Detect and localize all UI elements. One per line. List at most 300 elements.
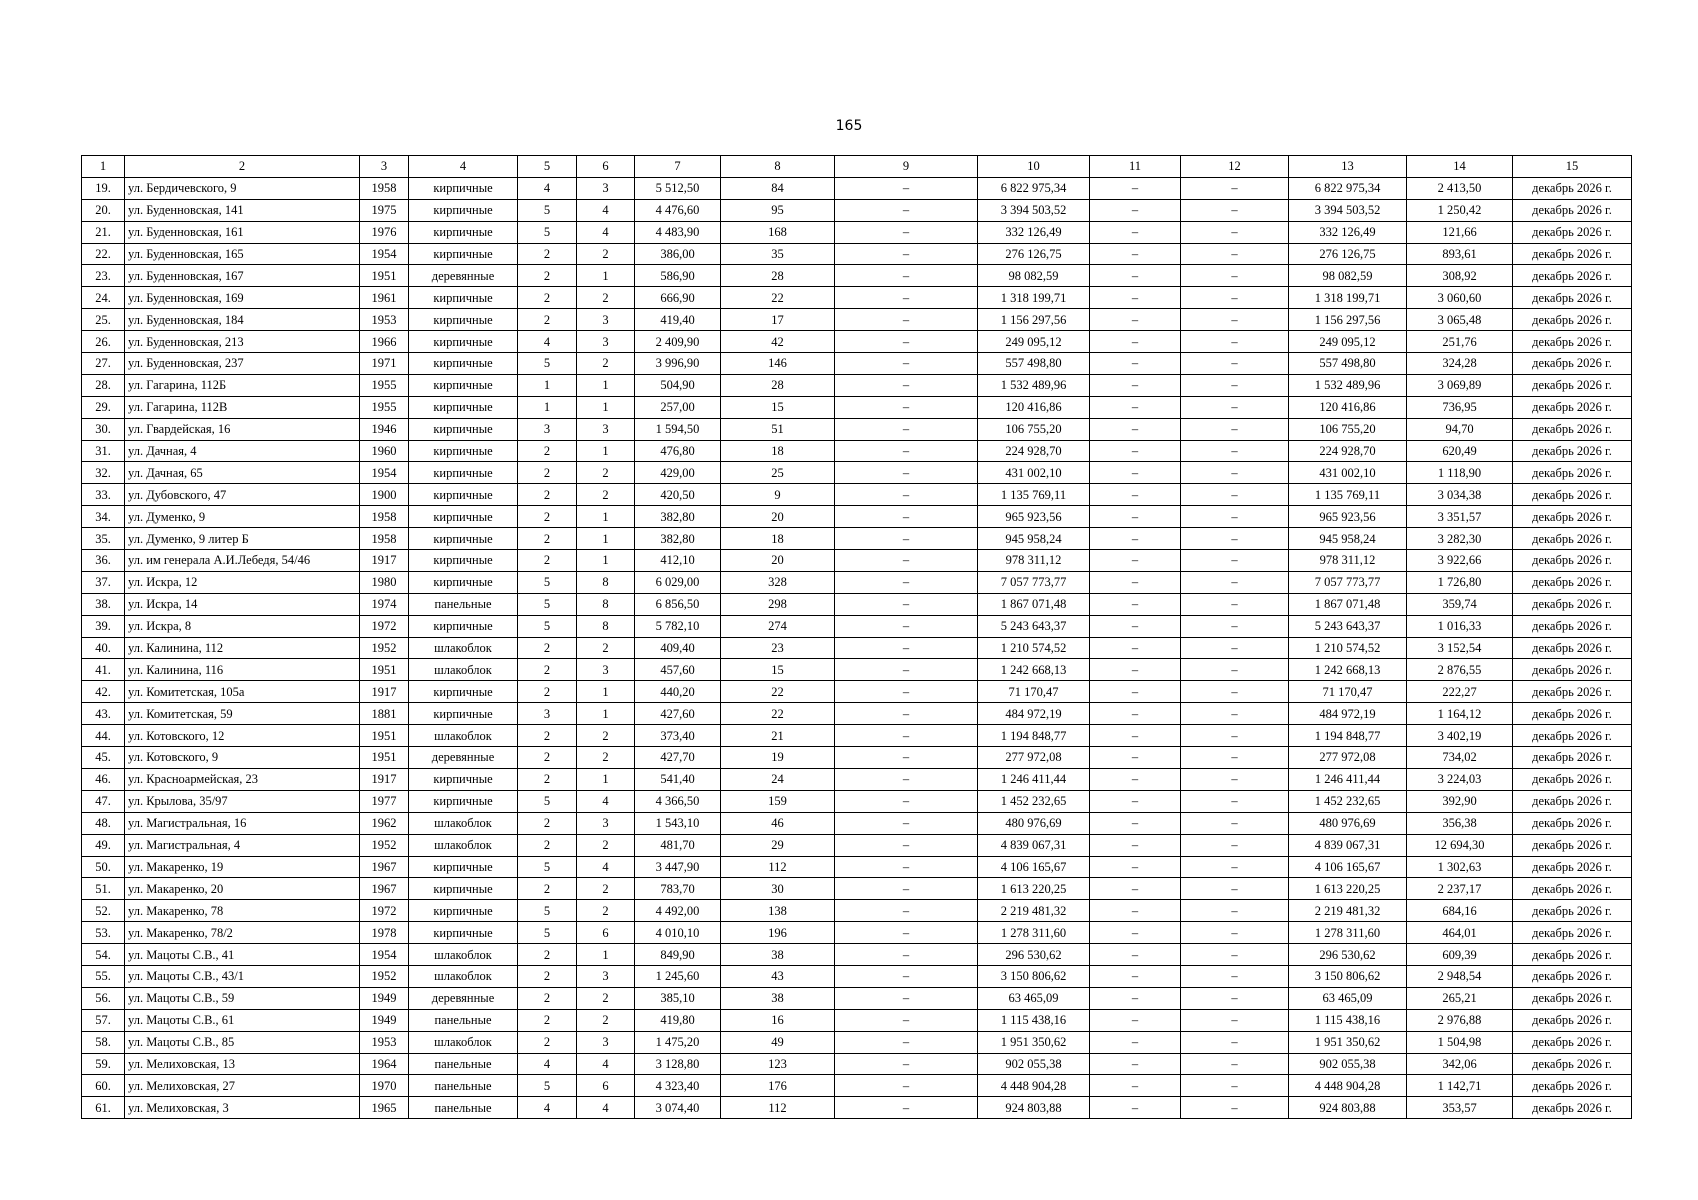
col-11-value-cell: – [1090, 987, 1181, 1009]
row-number-cell: 50. [82, 856, 125, 878]
completion-date-cell: декабрь 2026 г. [1513, 812, 1632, 834]
row-number-cell: 55. [82, 965, 125, 987]
col-12-value-cell: – [1181, 725, 1289, 747]
column-header-14: 14 [1407, 156, 1513, 178]
cost-total-cell: 1 951 350,62 [978, 1031, 1090, 1053]
total-area-cell: 419,40 [635, 309, 721, 331]
address-cell: ул. Макаренко, 19 [125, 856, 360, 878]
entrances-cell: 3 [577, 331, 635, 353]
completion-date-cell: декабрь 2026 г. [1513, 790, 1632, 812]
completion-date-cell: декабрь 2026 г. [1513, 725, 1632, 747]
col-12-value-cell: – [1181, 703, 1289, 725]
cost-total-cell: 1 278 311,60 [978, 922, 1090, 944]
cost-total-cell: 98 082,59 [978, 265, 1090, 287]
row-number-cell: 43. [82, 703, 125, 725]
col-11-value-cell: – [1090, 659, 1181, 681]
year-built-cell: 1977 [360, 790, 409, 812]
total-area-cell: 427,70 [635, 747, 721, 769]
cost-per-sqm-cell: 684,16 [1407, 900, 1513, 922]
table-row [82, 1031, 1632, 1053]
cost-per-sqm-cell: 1 302,63 [1407, 856, 1513, 878]
col-9-value-cell: – [835, 506, 978, 528]
year-built-cell: 1958 [360, 528, 409, 550]
row-number-cell: 46. [82, 768, 125, 790]
address-cell: ул. Мелиховская, 13 [125, 1053, 360, 1075]
residents-cell: 30 [721, 878, 835, 900]
cost-per-sqm-cell: 893,61 [1407, 243, 1513, 265]
address-cell: ул. Буденновская, 169 [125, 287, 360, 309]
cost-per-sqm-cell: 3 224,03 [1407, 768, 1513, 790]
col-11-value-cell: – [1090, 725, 1181, 747]
year-built-cell: 1976 [360, 221, 409, 243]
row-number-cell: 21. [82, 221, 125, 243]
address-cell: ул. Гагарина, 112Б [125, 374, 360, 396]
entrances-cell: 2 [577, 484, 635, 506]
cost-per-sqm-cell: 121,66 [1407, 221, 1513, 243]
cost-per-sqm-cell: 620,49 [1407, 440, 1513, 462]
total-area-cell: 666,90 [635, 287, 721, 309]
address-cell: ул. Мацоты С.В., 43/1 [125, 965, 360, 987]
col-12-value-cell: – [1181, 265, 1289, 287]
wall-material-cell: кирпичные [409, 418, 518, 440]
year-built-cell: 1974 [360, 593, 409, 615]
col-11-value-cell: – [1090, 878, 1181, 900]
year-built-cell: 1964 [360, 1053, 409, 1075]
total-area-cell: 2 409,90 [635, 331, 721, 353]
cost-owners-cell: 1 613 220,25 [1289, 878, 1407, 900]
wall-material-cell: кирпичные [409, 550, 518, 572]
cost-per-sqm-cell: 265,21 [1407, 987, 1513, 1009]
cost-per-sqm-cell: 3 034,38 [1407, 484, 1513, 506]
table-row [82, 418, 1632, 440]
floors-cell: 5 [518, 615, 577, 637]
address-cell: ул. Дачная, 4 [125, 440, 360, 462]
year-built-cell: 1952 [360, 834, 409, 856]
col-12-value-cell: – [1181, 506, 1289, 528]
col-9-value-cell: – [835, 1097, 978, 1119]
floors-cell: 2 [518, 287, 577, 309]
table-row [82, 593, 1632, 615]
floors-cell: 2 [518, 812, 577, 834]
total-area-cell: 4 483,90 [635, 221, 721, 243]
cost-owners-cell: 1 242 668,13 [1289, 659, 1407, 681]
entrances-cell: 2 [577, 1009, 635, 1031]
cost-total-cell: 902 055,38 [978, 1053, 1090, 1075]
year-built-cell: 1955 [360, 396, 409, 418]
residents-cell: 46 [721, 812, 835, 834]
row-number-cell: 22. [82, 243, 125, 265]
col-12-value-cell: – [1181, 1075, 1289, 1097]
address-cell: ул. Буденновская, 165 [125, 243, 360, 265]
address-cell: ул. Макаренко, 78 [125, 900, 360, 922]
completion-date-cell: декабрь 2026 г. [1513, 528, 1632, 550]
total-area-cell: 1 543,10 [635, 812, 721, 834]
wall-material-cell: кирпичные [409, 900, 518, 922]
total-area-cell: 409,40 [635, 637, 721, 659]
residents-cell: 38 [721, 987, 835, 1009]
entrances-cell: 3 [577, 659, 635, 681]
cost-total-cell: 106 755,20 [978, 418, 1090, 440]
cost-per-sqm-cell: 3 922,66 [1407, 550, 1513, 572]
cost-total-cell: 965 923,56 [978, 506, 1090, 528]
col-12-value-cell: – [1181, 593, 1289, 615]
col-11-value-cell: – [1090, 462, 1181, 484]
cost-per-sqm-cell: 3 402,19 [1407, 725, 1513, 747]
column-header-1: 1 [82, 156, 125, 178]
cost-total-cell: 3 150 806,62 [978, 965, 1090, 987]
wall-material-cell: кирпичные [409, 856, 518, 878]
address-cell: ул. Мелиховская, 27 [125, 1075, 360, 1097]
wall-material-cell: шлакоблок [409, 812, 518, 834]
cost-total-cell: 1 115 438,16 [978, 1009, 1090, 1031]
year-built-cell: 1917 [360, 550, 409, 572]
cost-owners-cell: 98 082,59 [1289, 265, 1407, 287]
cost-total-cell: 296 530,62 [978, 944, 1090, 966]
table-row [82, 1053, 1632, 1075]
col-9-value-cell: – [835, 309, 978, 331]
cost-owners-cell: 4 448 904,28 [1289, 1075, 1407, 1097]
completion-date-cell: декабрь 2026 г. [1513, 353, 1632, 375]
row-number-cell: 40. [82, 637, 125, 659]
total-area-cell: 3 996,90 [635, 353, 721, 375]
col-12-value-cell: – [1181, 659, 1289, 681]
total-area-cell: 382,80 [635, 506, 721, 528]
total-area-cell: 257,00 [635, 396, 721, 418]
col-12-value-cell: – [1181, 309, 1289, 331]
table-row [82, 353, 1632, 375]
completion-date-cell: декабрь 2026 г. [1513, 615, 1632, 637]
total-area-cell: 849,90 [635, 944, 721, 966]
year-built-cell: 1972 [360, 615, 409, 637]
residents-cell: 22 [721, 681, 835, 703]
col-11-value-cell: – [1090, 506, 1181, 528]
year-built-cell: 1971 [360, 353, 409, 375]
address-cell: ул. Буденновская, 237 [125, 353, 360, 375]
year-built-cell: 1953 [360, 1031, 409, 1053]
col-12-value-cell: – [1181, 637, 1289, 659]
cost-owners-cell: 1 210 574,52 [1289, 637, 1407, 659]
entrances-cell: 1 [577, 768, 635, 790]
completion-date-cell: декабрь 2026 г. [1513, 1009, 1632, 1031]
completion-date-cell: декабрь 2026 г. [1513, 659, 1632, 681]
col-12-value-cell: – [1181, 199, 1289, 221]
wall-material-cell: кирпичные [409, 790, 518, 812]
cost-total-cell: 249 095,12 [978, 331, 1090, 353]
row-number-cell: 59. [82, 1053, 125, 1075]
col-12-value-cell: – [1181, 331, 1289, 353]
address-cell: ул. Гвардейская, 16 [125, 418, 360, 440]
row-number-cell: 54. [82, 944, 125, 966]
cost-per-sqm-cell: 222,27 [1407, 681, 1513, 703]
residents-cell: 16 [721, 1009, 835, 1031]
total-area-cell: 373,40 [635, 725, 721, 747]
col-9-value-cell: – [835, 812, 978, 834]
floors-cell: 5 [518, 900, 577, 922]
address-cell: ул. Магистральная, 16 [125, 812, 360, 834]
cost-per-sqm-cell: 734,02 [1407, 747, 1513, 769]
col-9-value-cell: – [835, 944, 978, 966]
cost-per-sqm-cell: 3 069,89 [1407, 374, 1513, 396]
table-row [82, 834, 1632, 856]
entrances-cell: 3 [577, 177, 635, 199]
cost-per-sqm-cell: 324,28 [1407, 353, 1513, 375]
floors-cell: 5 [518, 199, 577, 221]
table-row [82, 703, 1632, 725]
address-cell: ул. Мацоты С.В., 41 [125, 944, 360, 966]
entrances-cell: 1 [577, 374, 635, 396]
col-11-value-cell: – [1090, 1097, 1181, 1119]
address-cell: ул. Дубовского, 47 [125, 484, 360, 506]
completion-date-cell: декабрь 2026 г. [1513, 440, 1632, 462]
col-9-value-cell: – [835, 462, 978, 484]
total-area-cell: 4 010,10 [635, 922, 721, 944]
col-12-value-cell: – [1181, 418, 1289, 440]
table-row [82, 878, 1632, 900]
cost-total-cell: 3 394 503,52 [978, 199, 1090, 221]
col-9-value-cell: – [835, 747, 978, 769]
address-cell: ул. Буденновская, 161 [125, 221, 360, 243]
total-area-cell: 4 476,60 [635, 199, 721, 221]
table-row [82, 987, 1632, 1009]
table-row [82, 506, 1632, 528]
address-cell: ул. Калинина, 116 [125, 659, 360, 681]
table-row [82, 768, 1632, 790]
cost-owners-cell: 557 498,80 [1289, 353, 1407, 375]
col-12-value-cell: – [1181, 1097, 1289, 1119]
total-area-cell: 385,10 [635, 987, 721, 1009]
col-12-value-cell: – [1181, 1009, 1289, 1031]
table-row [82, 571, 1632, 593]
cost-owners-cell: 120 416,86 [1289, 396, 1407, 418]
table-row [82, 221, 1632, 243]
year-built-cell: 1966 [360, 331, 409, 353]
total-area-cell: 5 512,50 [635, 177, 721, 199]
cost-per-sqm-cell: 359,74 [1407, 593, 1513, 615]
address-cell: ул. Комитетская, 59 [125, 703, 360, 725]
table-row [82, 659, 1632, 681]
col-11-value-cell: – [1090, 571, 1181, 593]
floors-cell: 2 [518, 878, 577, 900]
residents-cell: 43 [721, 965, 835, 987]
table-row [82, 944, 1632, 966]
table-row [82, 965, 1632, 987]
col-11-value-cell: – [1090, 1031, 1181, 1053]
row-number-cell: 26. [82, 331, 125, 353]
row-number-cell: 19. [82, 177, 125, 199]
total-area-cell: 429,00 [635, 462, 721, 484]
completion-date-cell: декабрь 2026 г. [1513, 177, 1632, 199]
year-built-cell: 1949 [360, 987, 409, 1009]
col-11-value-cell: – [1090, 265, 1181, 287]
col-12-value-cell: – [1181, 440, 1289, 462]
col-11-value-cell: – [1090, 681, 1181, 703]
col-12-value-cell: – [1181, 353, 1289, 375]
col-9-value-cell: – [835, 1075, 978, 1097]
entrances-cell: 3 [577, 418, 635, 440]
entrances-cell: 8 [577, 615, 635, 637]
page-number: 165 [835, 118, 863, 134]
year-built-cell: 1958 [360, 506, 409, 528]
cost-per-sqm-cell: 2 948,54 [1407, 965, 1513, 987]
residents-cell: 22 [721, 703, 835, 725]
table-row [82, 900, 1632, 922]
col-12-value-cell: – [1181, 834, 1289, 856]
row-number-cell: 42. [82, 681, 125, 703]
completion-date-cell: декабрь 2026 г. [1513, 878, 1632, 900]
cost-per-sqm-cell: 251,76 [1407, 331, 1513, 353]
cost-owners-cell: 2 219 481,32 [1289, 900, 1407, 922]
total-area-cell: 427,60 [635, 703, 721, 725]
row-number-cell: 49. [82, 834, 125, 856]
entrances-cell: 2 [577, 462, 635, 484]
residents-cell: 49 [721, 1031, 835, 1053]
cost-per-sqm-cell: 308,92 [1407, 265, 1513, 287]
table-row [82, 396, 1632, 418]
floors-cell: 3 [518, 703, 577, 725]
year-built-cell: 1965 [360, 1097, 409, 1119]
cost-owners-cell: 4 106 165,67 [1289, 856, 1407, 878]
table-row [82, 1075, 1632, 1097]
col-9-value-cell: – [835, 374, 978, 396]
entrances-cell: 3 [577, 812, 635, 834]
entrances-cell: 2 [577, 725, 635, 747]
residents-cell: 35 [721, 243, 835, 265]
total-area-cell: 3 447,90 [635, 856, 721, 878]
table-row [82, 309, 1632, 331]
year-built-cell: 1955 [360, 374, 409, 396]
total-area-cell: 457,60 [635, 659, 721, 681]
wall-material-cell: кирпичные [409, 331, 518, 353]
residents-cell: 15 [721, 396, 835, 418]
cost-owners-cell: 431 002,10 [1289, 462, 1407, 484]
entrances-cell: 2 [577, 987, 635, 1009]
cost-per-sqm-cell: 3 060,60 [1407, 287, 1513, 309]
col-12-value-cell: – [1181, 768, 1289, 790]
row-number-cell: 47. [82, 790, 125, 812]
row-number-cell: 32. [82, 462, 125, 484]
address-cell: ул. Калинина, 112 [125, 637, 360, 659]
completion-date-cell: декабрь 2026 г. [1513, 637, 1632, 659]
cost-owners-cell: 1 194 848,77 [1289, 725, 1407, 747]
year-built-cell: 1951 [360, 659, 409, 681]
wall-material-cell: кирпичные [409, 878, 518, 900]
cost-total-cell: 332 126,49 [978, 221, 1090, 243]
row-number-cell: 36. [82, 550, 125, 572]
cost-total-cell: 1 613 220,25 [978, 878, 1090, 900]
total-area-cell: 481,70 [635, 834, 721, 856]
wall-material-cell: шлакоблок [409, 834, 518, 856]
column-header-9: 9 [835, 156, 978, 178]
address-cell: ул. Макаренко, 78/2 [125, 922, 360, 944]
col-12-value-cell: – [1181, 944, 1289, 966]
row-number-cell: 57. [82, 1009, 125, 1031]
cost-total-cell: 5 243 643,37 [978, 615, 1090, 637]
wall-material-cell: шлакоблок [409, 725, 518, 747]
col-11-value-cell: – [1090, 1053, 1181, 1075]
wall-material-cell: панельные [409, 1009, 518, 1031]
year-built-cell: 1980 [360, 571, 409, 593]
col-12-value-cell: – [1181, 615, 1289, 637]
row-number-cell: 27. [82, 353, 125, 375]
entrances-cell: 4 [577, 1097, 635, 1119]
completion-date-cell: декабрь 2026 г. [1513, 944, 1632, 966]
cost-owners-cell: 924 803,88 [1289, 1097, 1407, 1119]
entrances-cell: 1 [577, 506, 635, 528]
address-cell: ул. Буденновская, 184 [125, 309, 360, 331]
completion-date-cell: декабрь 2026 г. [1513, 1097, 1632, 1119]
cost-total-cell: 4 839 067,31 [978, 834, 1090, 856]
residents-cell: 159 [721, 790, 835, 812]
cost-owners-cell: 1 246 411,44 [1289, 768, 1407, 790]
residents-cell: 15 [721, 659, 835, 681]
col-11-value-cell: – [1090, 243, 1181, 265]
cost-owners-cell: 224 928,70 [1289, 440, 1407, 462]
wall-material-cell: кирпичные [409, 528, 518, 550]
col-12-value-cell: – [1181, 790, 1289, 812]
address-cell: ул. Красноармейская, 23 [125, 768, 360, 790]
floors-cell: 1 [518, 396, 577, 418]
completion-date-cell: декабрь 2026 г. [1513, 396, 1632, 418]
cost-total-cell: 1 135 769,11 [978, 484, 1090, 506]
table-row [82, 790, 1632, 812]
address-cell: ул. Мацоты С.В., 59 [125, 987, 360, 1009]
cost-total-cell: 1 532 489,96 [978, 374, 1090, 396]
year-built-cell: 1961 [360, 287, 409, 309]
cost-per-sqm-cell: 2 976,88 [1407, 1009, 1513, 1031]
wall-material-cell: шлакоблок [409, 637, 518, 659]
floors-cell: 5 [518, 1075, 577, 1097]
col-11-value-cell: – [1090, 550, 1181, 572]
wall-material-cell: кирпичные [409, 374, 518, 396]
wall-material-cell: шлакоблок [409, 965, 518, 987]
floors-cell: 2 [518, 1031, 577, 1053]
col-9-value-cell: – [835, 571, 978, 593]
table-row [82, 528, 1632, 550]
cost-total-cell: 120 416,86 [978, 396, 1090, 418]
row-number-cell: 33. [82, 484, 125, 506]
total-area-cell: 440,20 [635, 681, 721, 703]
cost-total-cell: 1 242 668,13 [978, 659, 1090, 681]
col-9-value-cell: – [835, 484, 978, 506]
residents-cell: 25 [721, 462, 835, 484]
entrances-cell: 4 [577, 856, 635, 878]
table-body [82, 177, 1632, 1118]
col-9-value-cell: – [835, 1009, 978, 1031]
year-built-cell: 1967 [360, 878, 409, 900]
address-cell: ул. Искра, 12 [125, 571, 360, 593]
completion-date-cell: декабрь 2026 г. [1513, 1031, 1632, 1053]
table-row [82, 440, 1632, 462]
completion-date-cell: декабрь 2026 г. [1513, 287, 1632, 309]
residents-cell: 123 [721, 1053, 835, 1075]
row-number-cell: 56. [82, 987, 125, 1009]
cost-per-sqm-cell: 2 237,17 [1407, 878, 1513, 900]
wall-material-cell: кирпичные [409, 681, 518, 703]
floors-cell: 5 [518, 790, 577, 812]
completion-date-cell: декабрь 2026 г. [1513, 243, 1632, 265]
row-number-cell: 44. [82, 725, 125, 747]
col-11-value-cell: – [1090, 484, 1181, 506]
floors-cell: 2 [518, 440, 577, 462]
wall-material-cell: кирпичные [409, 571, 518, 593]
address-cell: ул. Искра, 8 [125, 615, 360, 637]
entrances-cell: 2 [577, 878, 635, 900]
col-11-value-cell: – [1090, 353, 1181, 375]
col-9-value-cell: – [835, 615, 978, 637]
cost-per-sqm-cell: 1 164,12 [1407, 703, 1513, 725]
col-11-value-cell: – [1090, 1075, 1181, 1097]
col-11-value-cell: – [1090, 440, 1181, 462]
